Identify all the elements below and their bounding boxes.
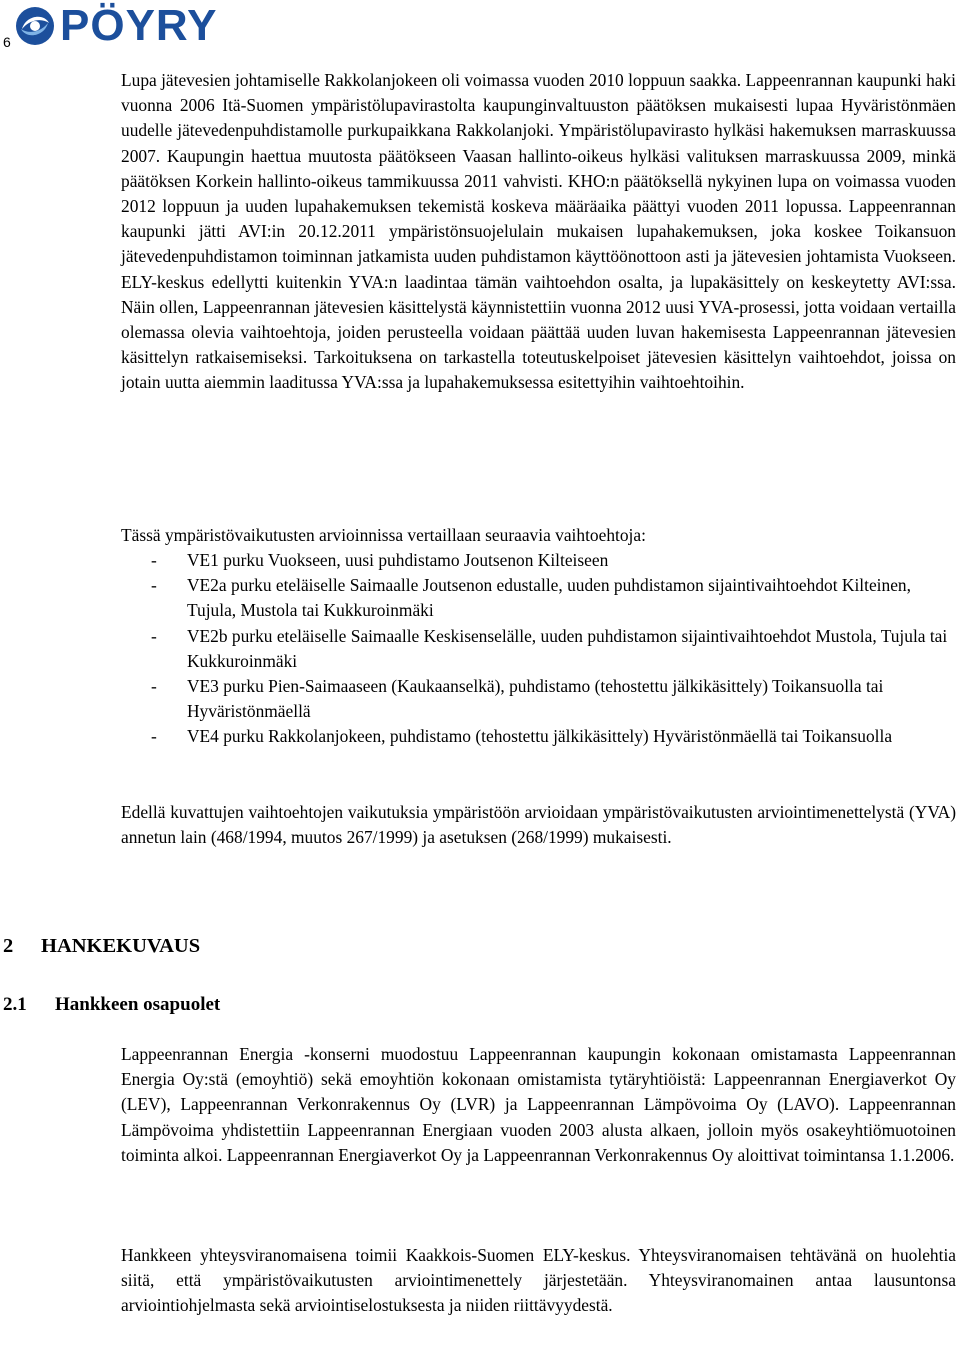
list-item-text: VE2a purku eteläiselle Saimaalle Joutsenon edustalle, uuden puhdistamon sijaintivaihtoehdot Kilteinen, Tujula, Mustola tai Kukkuroinmäki (187, 575, 911, 621)
list-item (121, 674, 956, 724)
list-dash: - (151, 625, 157, 646)
alternatives-list (121, 548, 956, 750)
list-dash: - (151, 726, 157, 747)
section-title: HANKEKUVAUS (41, 935, 201, 957)
list-item (121, 548, 956, 573)
list-item-text: VE4 purku Rakkolanjokeen, puhdistamo (tehostettu jälkikäsittely) Hyväristönmäellä tai Toikansuolla (187, 726, 893, 747)
page-number: 6 (3, 34, 11, 50)
company-logo (14, 1, 218, 50)
list-item-text: VE1 purku Vuokseen, uusi puhdistamo Joutsenon Kilteiseen (187, 550, 609, 570)
section-heading (3, 932, 200, 960)
subsection-heading (3, 992, 220, 1018)
section-number: 2 (3, 935, 14, 957)
logo-wordmark: PÖYRY (60, 1, 218, 50)
list-item (121, 724, 956, 749)
list-item-text: VE3 purku Pien-Saimaaseen (Kaukaanselkä), puhdistamo (tehostettu jälkikäsittely) Toikansuolla tai Hyväristönmäellä (187, 676, 884, 722)
list-dash: - (151, 550, 157, 570)
subsection-number: 2.1 (3, 994, 27, 1015)
alternatives-intro: Tässä ympäristövaikutusten arvioinnissa vertaillaan seuraavia vaihtoehtoja: (121, 525, 646, 545)
paragraph-background: Lupa jätevesien johtamiselle Rakkolanjokeen oli voimassa vuoden 2010 loppuun saakka. Lappeenrannan kaupunki haki vuonna 2006 Itä-Suomen ympäristölupavirastolta kaupunginvaltuuston päätöksen mukaisesti lupaa Hyväristönmäen uudelle jätevedenpuhdistamolle purkupaikkana Rakkolanjoki. Ympäristölupavirasto hylkäsi hakemuksen marraskuussa 2007. Kaupungin haettua muutosta päätökseen Vaasan hallinto-oikeus hylkäsi valituksen marraskuussa 2009, minkä päätöksen Korkein hallinto-oikeus tammikuussa 2011 vahvisti. KHO:n päätöksellä nykyinen lupa on voimassa vuoden 2012 loppuun ja uuden lupahakemuksen tekemistä koskeva määräaika päättyi vuoden 2011 lopussa. Lappeenrannan kaupunki jätti AVI:in 20.12.2011 ympäristönsuojelulain mukaisen lupahakemuksen, joka koskee Toikansuon jätevedenpuhdistamon toiminnan jatkamista uuden puhdistamon käyttöönottoon asti ja jätevesien johtamista Vuokseen. ELY-keskus edellytti kuitenkin YVA:n laadintaa tämän vaihtoehdon osalta, ja lupakäsittely on keskeytetty AVI:ssa. Näin ollen, Lappeenrannan jätevesien käsittelystä käynnistettiin vuonna 2012 uusi YVA-prosessi, jotta voidaan vertailla olemassa olevia vaihtoehtoja, joiden perusteella voidaan päättää uuden luvan hakemisesta Lappeenrannan jätevesien käsittelyn ratkaisemiseksi. Tarkoituksena on tarkastella toteutuskelpoiset jätevesien käsittelyn vaihtoehdot, joissa on jotain uutta aiemmin laaditussa YVA:ssa ja lupahakemuksessa esitettyihin vaihtoehtoihin. (121, 70, 957, 393)
list-item-text: VE2b purku eteläiselle Saimaalle Keskisenselälle, uuden puhdistamon sijaintivaihtoehdot Mustola, Tujula tai Kukkuroinmäki (187, 625, 948, 671)
list-dash: - (151, 676, 157, 697)
poyry-swirl-icon (14, 5, 56, 47)
paragraph-energia-group: Lappeenrannan Energia -konserni muodostuu Lappeenrannan kaupungin kokonaan omistamasta Lappeenrannan Energia Oy:stä (emoyhtiö) sekä emoyhtiön kokonaan omistamista tytäryhtiöistä: Lappeenrannan Energiaverkot Oy (LEV), Lappeenrannan Verkonrakennus Oy (LVR) ja Lappeenrannan Lämpövoima Oy (LAVO). Lappeenrannan Lämpövoima yhdistettiin Lappeenrannan Energiaan vuoden 2003 alusta alkaen, jolloin myös osakeyhtiömuotoinen toiminta alkoi. Lappeenrannan Energiaverkot Oy ja Lappeenrannan Verkonrakennus Oy aloittivat toimintansa 1.1.2006. (121, 1044, 956, 1165)
paragraph-contact-authority: Hankkeen yhteysviranomaisena toimii Kaakkois-Suomen ELY-keskus. Yhteysviranomaisen tehtävänä on huolehtia siitä, että ympäristövaikutusten arviointimenettely järjestetään. Yhteysviranomainen antaa lausuntonsa arviointiohjelmasta sekä arviointiselostuksesta ja niiden riittävyydestä. (121, 1245, 956, 1316)
list-dash: - (151, 575, 157, 596)
list-item (121, 624, 956, 674)
list-item (121, 573, 956, 623)
subsection-title: Hankkeen osapuolet (55, 994, 221, 1015)
paragraph-assessment-law: Edellä kuvattujen vaihtoehtojen vaikutuksia ympäristöön arvioidaan ympäristövaikutusten arviointimenettelystä (YVA) annetun lain (468/1994, muutos 267/1999) ja asetuksen (268/1999) mukaisesti. (121, 802, 956, 848)
